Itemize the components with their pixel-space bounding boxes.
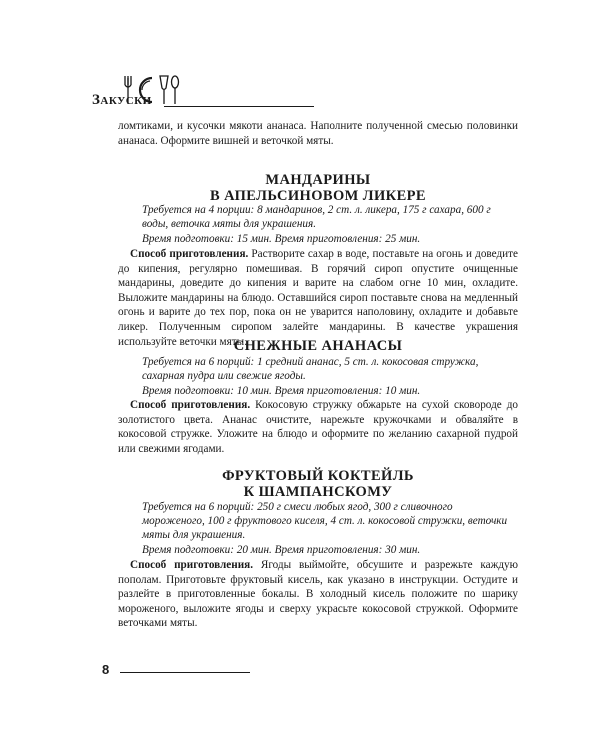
- recipe-time: Время подготовки: 15 мин. Время приготовления: 25 мин.: [142, 233, 421, 245]
- method-label: Способ приготовления.: [130, 248, 249, 260]
- recipe-title-line1: МАНДАРИНЫ: [265, 172, 371, 188]
- section-title: Закуски: [92, 92, 152, 108]
- recipe-requirements: Требуется на 6 порций: 250 г смеси любых ягод, 300 г сливочного мороженого, 100 г фруктового киселя, 4 ст. л. кокосовой стружки, веточки мяты для украшения.: [142, 501, 508, 542]
- intro-paragraph: ломтиками, и кусочки мякоти ананаса. Наполните полученной смесью половинки ананаса. Оформите вишней и веточкой мяты.: [118, 120, 518, 147]
- header-rule: [164, 106, 314, 107]
- section-header: [92, 72, 232, 114]
- method-label: Способ приготовления.: [130, 399, 251, 411]
- recipe-title-line2: К ШАМПАНСКОМУ: [243, 484, 393, 500]
- recipe-requirements: Требуется на 6 порций: 1 средний ананас, 5 ст. л. кокосовая стружка, сахарная пудра или свежие ягоды.: [142, 356, 479, 383]
- recipe-requirements: Требуется на 4 порции: 8 мандаринов, 2 ст. л. ликера, 175 г сахара, 600 г воды, веточка мяты для украшения.: [142, 204, 491, 231]
- method-text: Растворите сахар в воде, поставьте на огонь и доведите до кипения, регулярно помешивая. В горячий сироп опустите очищенные мандарины, доведите до кипения и варите на слабом огне 10 мин, охладите. Выложите мандарины на блюдо. Оставшийся сироп поставьте снова на медленный огонь и варите до тех пор, пока он не уварится наполовину, охладите и добавьте ликер. Полученным сиропом залейте мандарины. В качестве украшения используйте веточки мяты.: [118, 248, 518, 348]
- recipe-method: [118, 398, 518, 456]
- method-label: Способ приготовления.: [130, 559, 254, 571]
- recipe-title-line1: СНЕЖНЫЕ АНАНАСЫ: [233, 338, 403, 354]
- spoon-icon: [172, 76, 179, 104]
- recipe-time: Время подготовки: 20 мин. Время приготовления: 30 мин.: [142, 544, 421, 556]
- method-text: Ягоды выймойте, обсушите и разрежьте каждую пополам. Приготовьте фруктовый кисель, как указано в инструкции. Остудите и разлейте в приготовленные бокалы. В холодный кисель положите по шарику мороженого, выложите ягоды и сверху украсьте кокосовой стружкой. Оформите веточками мяты.: [118, 559, 518, 630]
- glass-icon: [160, 76, 168, 104]
- recipe-method: [118, 247, 518, 349]
- method-text: Кокосовую стружку обжарьте на сухой сковороде до золотистого цвета. Ананас очистите, нарежьте кружочками и обваляйте в кокосовой стружке. Уложите на блюдо и оформите по желанию сахарной пудрой или свежими ягодами.: [118, 399, 518, 455]
- footer-rule: [120, 672, 250, 673]
- page-number: 8: [102, 662, 110, 677]
- recipe-method: [118, 558, 518, 631]
- recipe-title-line2: В АПЕЛЬСИНОВОМ ЛИКЕРЕ: [210, 188, 426, 204]
- recipe-title-line1: ФРУКТОВЫЙ КОКТЕЙЛЬ: [222, 468, 414, 484]
- recipe-time: Время подготовки: 10 мин. Время приготовления: 10 мин.: [142, 385, 421, 397]
